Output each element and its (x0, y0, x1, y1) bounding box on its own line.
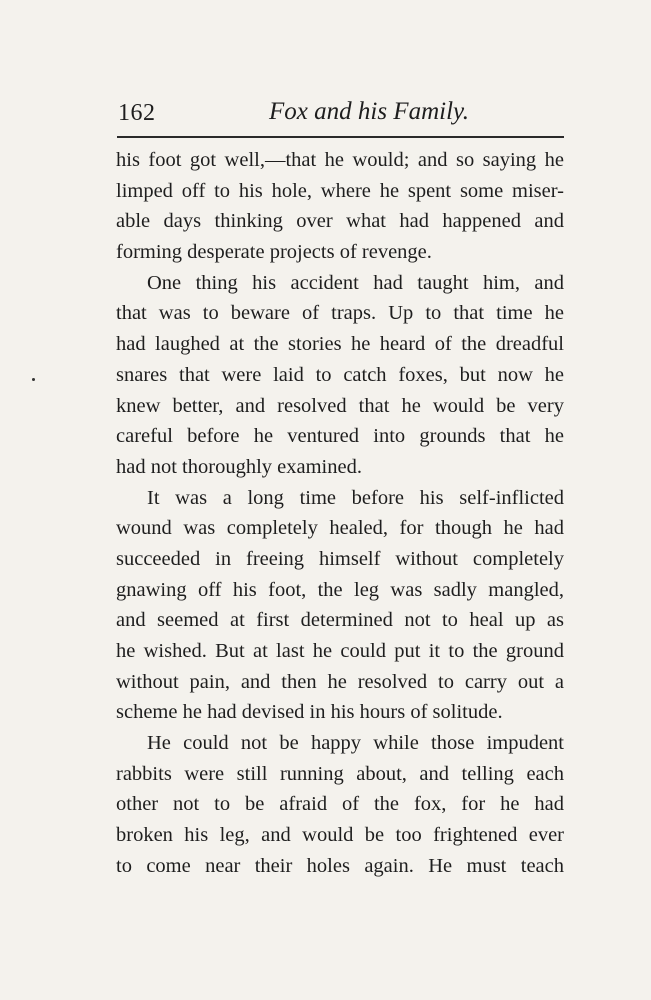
text-line: scheme he had devised in his hours of solitude. (116, 701, 503, 724)
header-rule (117, 136, 564, 138)
text-line: that was to beware of traps. Up to that time he (116, 302, 564, 325)
text-line: able days thinking over what had happened and (116, 210, 564, 233)
text-line: gnawing off his foot, the leg was sadly mangled, (116, 578, 564, 601)
text-line: snares that were laid to catch foxes, but now he (116, 363, 564, 386)
page-number: 162 (118, 100, 156, 126)
ink-speck (32, 378, 35, 381)
text-line: had laughed at the stories he heard of the dreadful (116, 333, 564, 356)
page-header (118, 94, 560, 130)
text-line: to come near their holes again. He must teach (116, 854, 564, 877)
text-line: wound was completely healed, for though he had (116, 517, 564, 540)
text-line: and seemed at first determined not to heal up as (116, 609, 564, 632)
paragraph (116, 728, 564, 881)
body-text (116, 145, 564, 882)
paragraph (116, 268, 564, 483)
text-line: limped off to his hole, where he spent some miser- (116, 179, 564, 202)
text-line: One thing his accident had taught him, and (147, 271, 564, 294)
paragraph (116, 483, 564, 729)
text-line: rabbits were still running about, and telling each (116, 762, 564, 785)
text-line: had not thoroughly examined. (116, 455, 362, 478)
text-line: It was a long time before his self-inflicted (147, 486, 564, 509)
running-head: Fox and his Family. (269, 98, 469, 125)
text-line: forming desperate projects of revenge. (116, 241, 432, 264)
text-line: without pain, and then he resolved to carry out a (116, 670, 564, 693)
paragraph (116, 145, 564, 268)
text-line: his foot got well,—that he would; and so saying he (116, 149, 564, 171)
text-line: He could not be happy while those impudent (147, 732, 564, 755)
text-line: he wished. But at last he could put it to the ground (116, 640, 564, 662)
text-line: succeeded in freeing himself without completely (116, 547, 564, 570)
text-line: knew better, and resolved that he would be very (116, 394, 564, 417)
text-line: broken his leg, and would be too frightened ever (116, 824, 564, 847)
text-line: careful before he ventured into grounds that he (116, 425, 564, 448)
text-line: other not to be afraid of the fox, for he had (116, 793, 564, 816)
